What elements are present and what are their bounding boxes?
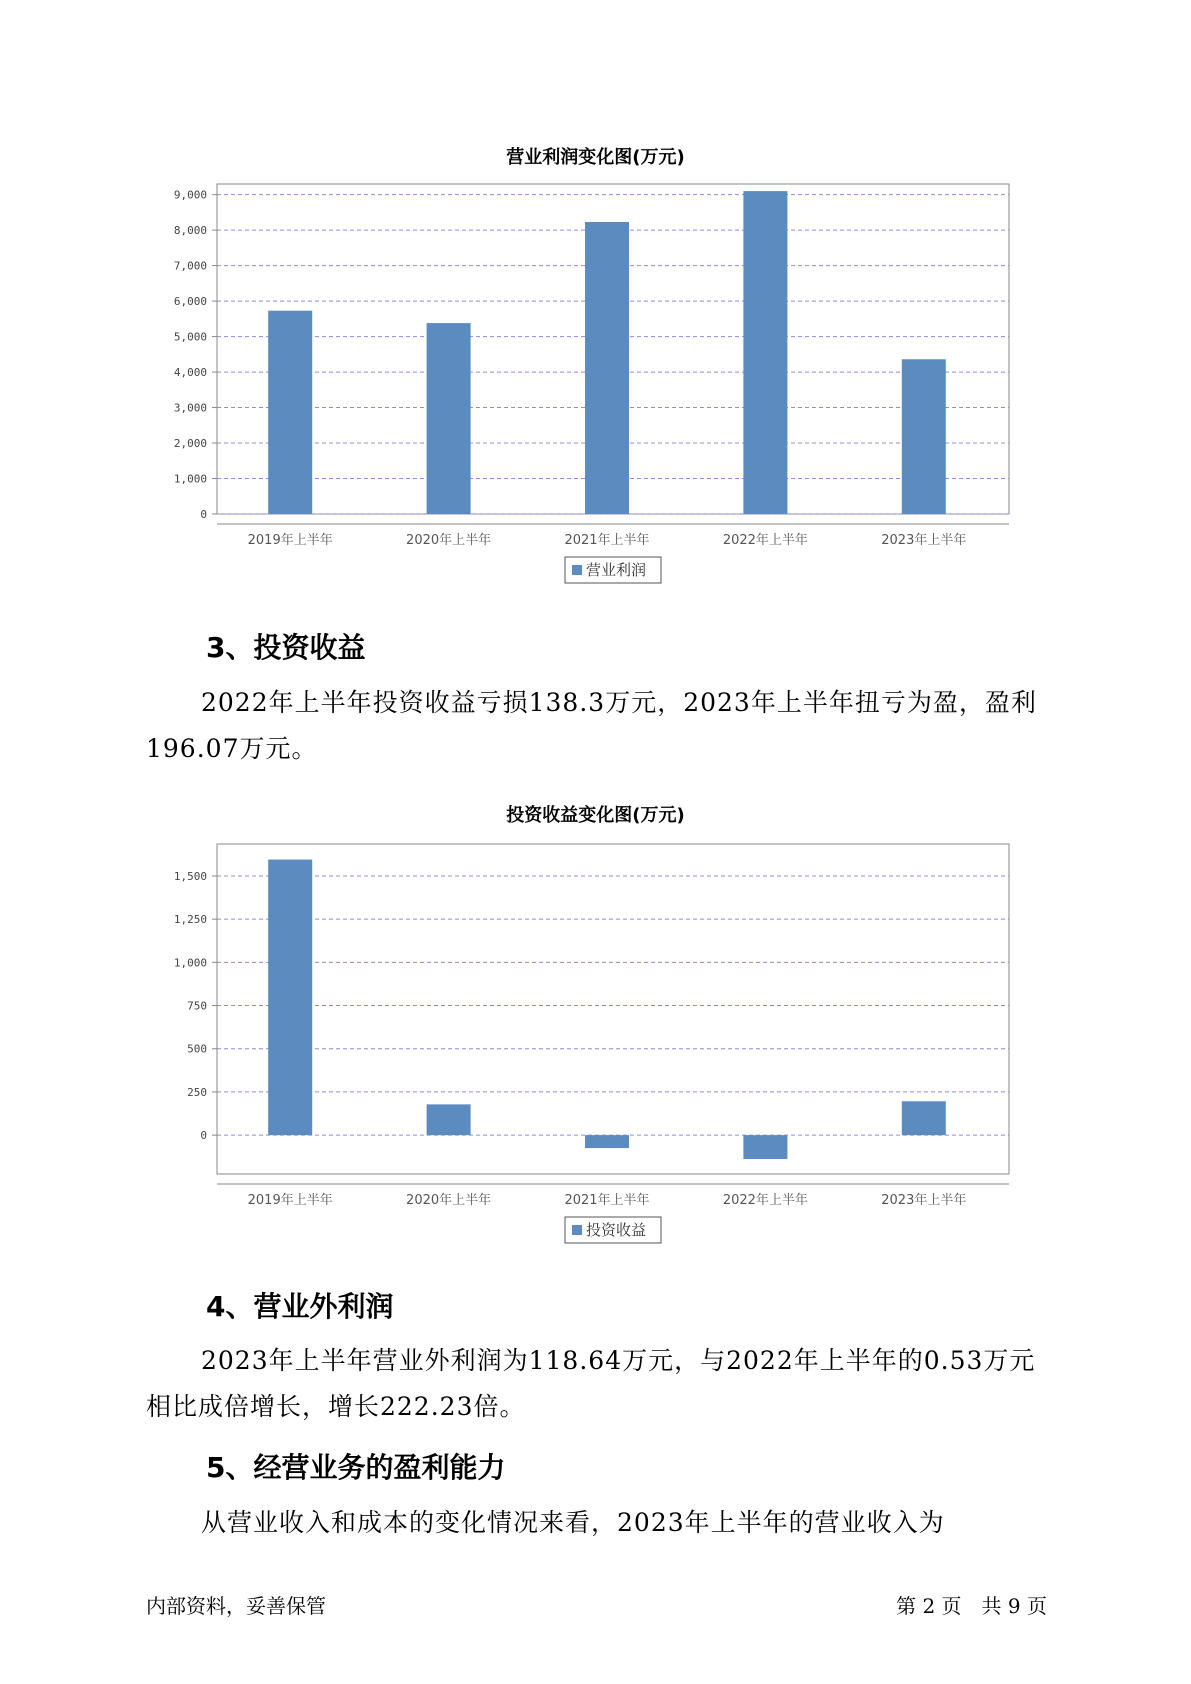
- chart2-title: 投资收益变化图(万元): [506, 805, 685, 826]
- bar-2022年上半年: [743, 1135, 787, 1159]
- x-tick-label: 2021年上半年: [564, 1193, 650, 1208]
- investment-income-chart: [0, 830, 1191, 1270]
- bar-2023年上半年: [902, 1101, 946, 1135]
- y-tick-label: 8,000: [173, 224, 207, 238]
- bar-2019年上半年: [268, 860, 312, 1136]
- x-tick-label: 2019年上半年: [247, 533, 333, 548]
- footer-note: 内部资料，妥善保管: [146, 1594, 326, 1618]
- y-tick-label: 1,000: [173, 472, 207, 486]
- bar-2020年上半年: [427, 1104, 471, 1135]
- bar-2022年上半年: [743, 191, 787, 514]
- x-tick-label: 2023年上半年: [881, 1193, 967, 1208]
- legend-label: 营业利润: [586, 561, 647, 579]
- y-tick-label: 6,000: [173, 295, 207, 309]
- legend-swatch: [572, 565, 582, 575]
- y-tick-label: 0: [200, 508, 207, 521]
- x-tick-label: 2022年上半年: [722, 533, 808, 548]
- y-tick-label: 1,500: [173, 869, 207, 883]
- section-5-heading: 5、经营业务的盈利能力: [206, 1451, 506, 1484]
- x-tick-label: 2022年上半年: [722, 1193, 808, 1208]
- bar-2019年上半年: [268, 311, 312, 514]
- y-tick-label: 500: [187, 1042, 207, 1056]
- y-tick-label: 9,000: [173, 188, 207, 202]
- section-3-paragraph: 2022年上半年投资收益亏损138.3万元，2023年上半年扭亏为盈，盈利196.07万元。: [146, 688, 1037, 763]
- section-3-heading: 3、投资收益: [206, 631, 366, 664]
- x-tick-label: 2019年上半年: [247, 1193, 333, 1208]
- bar-2023年上半年: [902, 359, 946, 514]
- section-4-heading: 4、营业外利润: [206, 1290, 394, 1323]
- bar-2021年上半年: [585, 222, 629, 514]
- y-tick-label: 1,250: [173, 913, 207, 927]
- y-tick-label: 4,000: [173, 366, 207, 380]
- y-tick-label: 250: [187, 1085, 207, 1099]
- page-number: 第 2 页 共 9 页: [896, 1594, 1047, 1618]
- legend-label: 投资收益: [586, 1221, 647, 1239]
- x-tick-label: 2023年上半年: [881, 533, 967, 548]
- legend: [565, 1217, 661, 1243]
- section-5-paragraph: 从营业收入和成本的变化情况来看，2023年上半年的营业收入为: [201, 1508, 945, 1537]
- legend-swatch: [572, 1225, 582, 1235]
- section-4-paragraph: 2023年上半年营业外利润为118.64万元，与2022年上半年的0.53万元相比成倍增长，增长222.23倍。: [146, 1346, 1036, 1421]
- x-tick-label: 2021年上半年: [564, 533, 650, 548]
- bar-2021年上半年: [585, 1135, 629, 1148]
- y-tick-label: 1,000: [173, 956, 207, 970]
- y-tick-label: 0: [200, 1129, 207, 1143]
- y-tick-label: 750: [187, 999, 207, 1013]
- y-tick-label: 7,000: [173, 259, 207, 273]
- y-tick-label: 2,000: [173, 437, 207, 451]
- bar-2020年上半年: [427, 323, 471, 514]
- legend: [565, 557, 661, 583]
- x-tick-label: 2020年上半年: [406, 533, 492, 548]
- chart1-title: 营业利润变化图(万元): [506, 147, 685, 168]
- y-tick-label: 5,000: [173, 330, 207, 344]
- plot-area: [217, 844, 1009, 1174]
- operating-profit-chart: [0, 170, 1191, 610]
- x-tick-label: 2020年上半年: [406, 1193, 492, 1208]
- y-tick-label: 3,000: [173, 401, 207, 415]
